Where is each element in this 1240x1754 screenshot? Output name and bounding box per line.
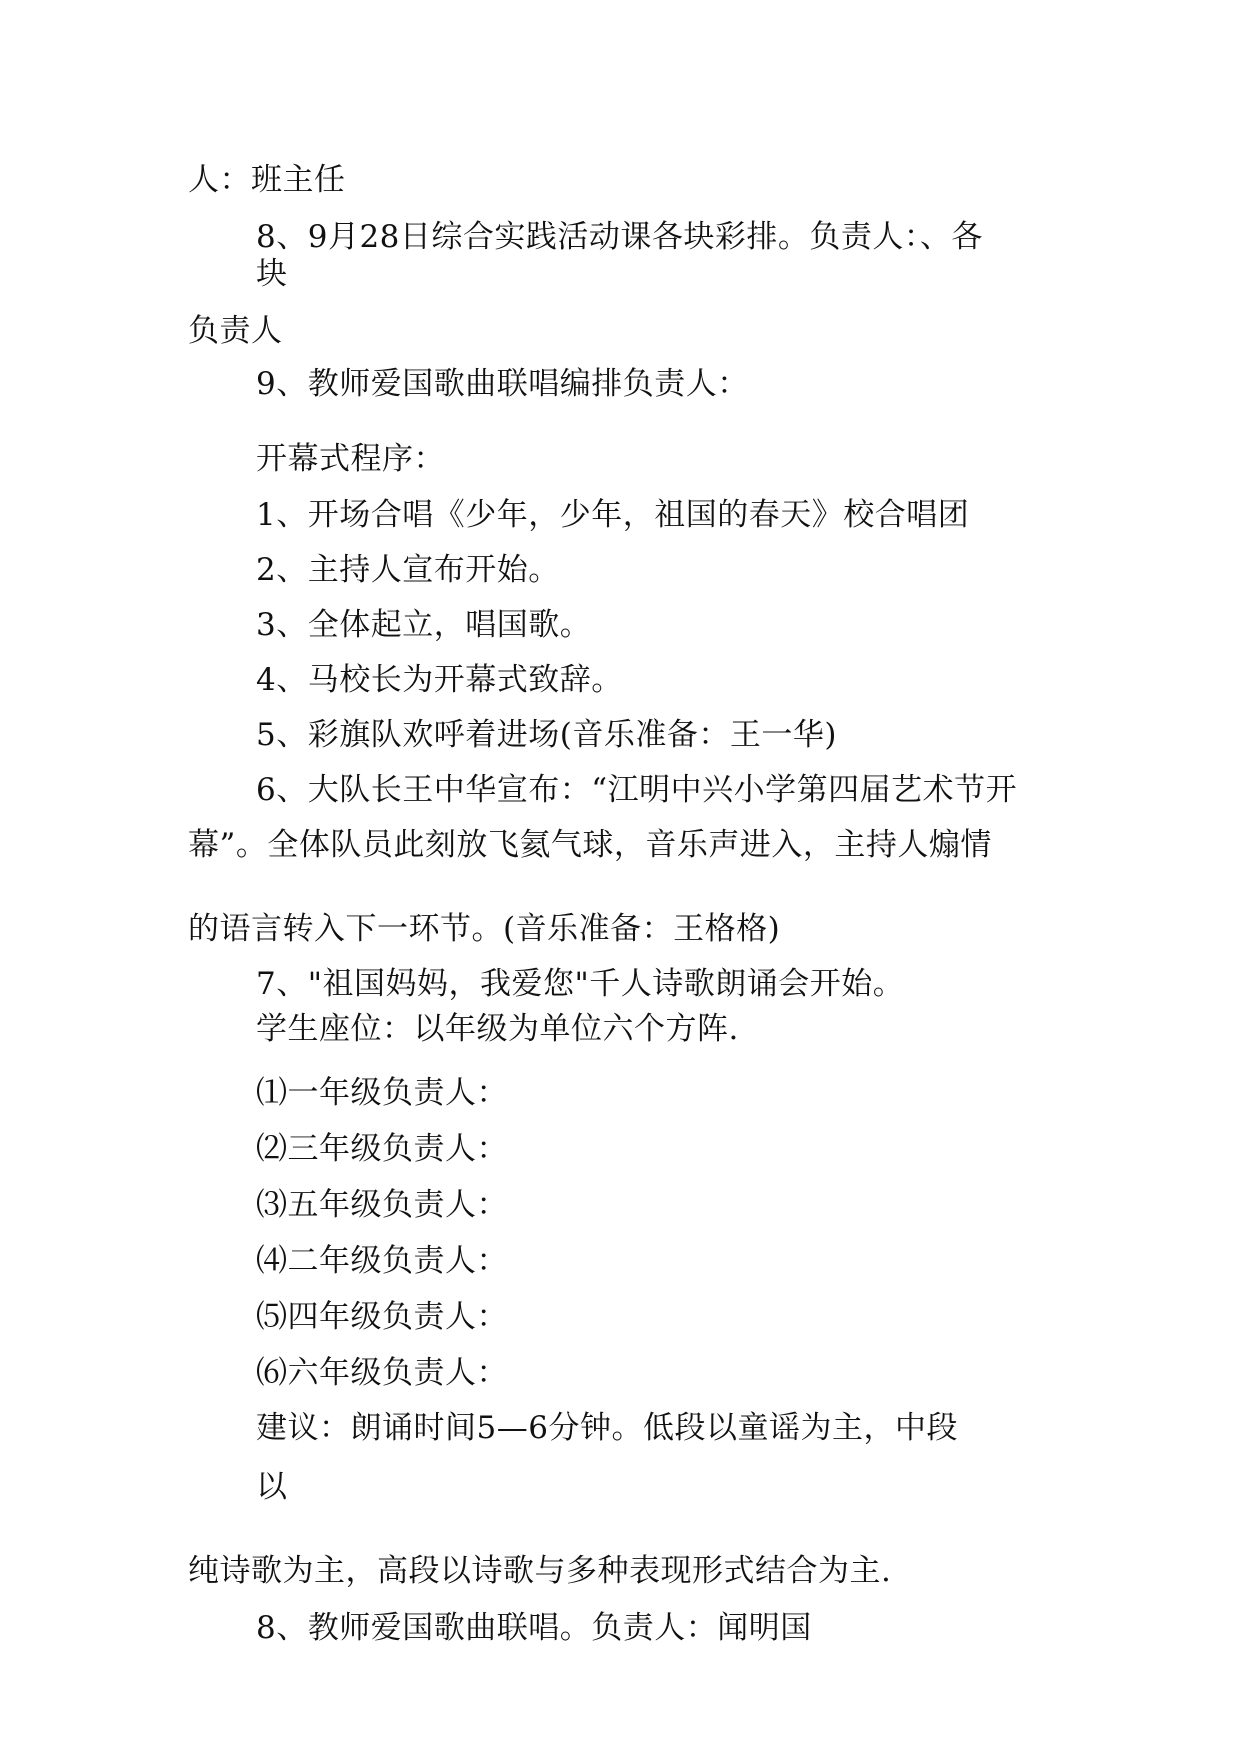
text-line: 的语言转入下一环节。(音乐准备：王格格) <box>188 911 781 947</box>
text-line: 块 <box>256 256 288 292</box>
text-line: 6、大队长王中华宣布：“江明中兴小学第四届艺术节开 <box>256 772 1018 808</box>
section-heading: 开幕式程序： <box>256 441 445 477</box>
text-line: 5、彩旗队欢呼着进场(音乐准备：王一华) <box>256 717 837 753</box>
text-line: 4、马校长为开幕式致辞。 <box>256 662 623 698</box>
text-line: 学生座位：以年级为单位六个方阵. <box>256 1011 739 1047</box>
list-item: ⑹六年级负责人： <box>256 1355 508 1391</box>
list-item: ⑵三年级负责人： <box>256 1131 508 1167</box>
text-line: 人：班主任 <box>188 162 346 198</box>
list-item: ⑷二年级负责人： <box>256 1243 508 1279</box>
text-line: 3、全体起立，唱国歌。 <box>256 607 592 643</box>
list-item: ⑴一年级负责人： <box>256 1075 508 1111</box>
list-item: ⑸四年级负责人： <box>256 1299 508 1335</box>
text-line: 纯诗歌为主，高段以诗歌与多种表现形式结合为主. <box>188 1553 892 1589</box>
text-line: 负责人 <box>188 313 283 349</box>
text-line: 8、教师爱国歌曲联唱。负责人：闻明国 <box>256 1610 812 1646</box>
text-line: 7、"祖国妈妈，我爱您"千人诗歌朗诵会开始。 <box>256 966 905 1002</box>
text-line: 9、教师爱国歌曲联唱编排负责人： <box>256 366 749 402</box>
text-line: 1、开场合唱《少年，少年，祖国的春天》校合唱团 <box>256 497 970 533</box>
text-line: 幕”。全体队员此刻放飞氦气球，音乐声进入，主持人煽情 <box>188 827 992 863</box>
text-line: 以 <box>256 1469 288 1505</box>
text-line: 建议：朗诵时间5—6分钟。低段以童谣为主，中段 <box>256 1410 958 1446</box>
text-line: 8、9月28日综合实践活动课各块彩排。负责人：、各 <box>256 219 983 255</box>
text-line: 2、主持人宣布开始。 <box>256 552 560 588</box>
list-item: ⑶五年级负责人： <box>256 1187 508 1223</box>
